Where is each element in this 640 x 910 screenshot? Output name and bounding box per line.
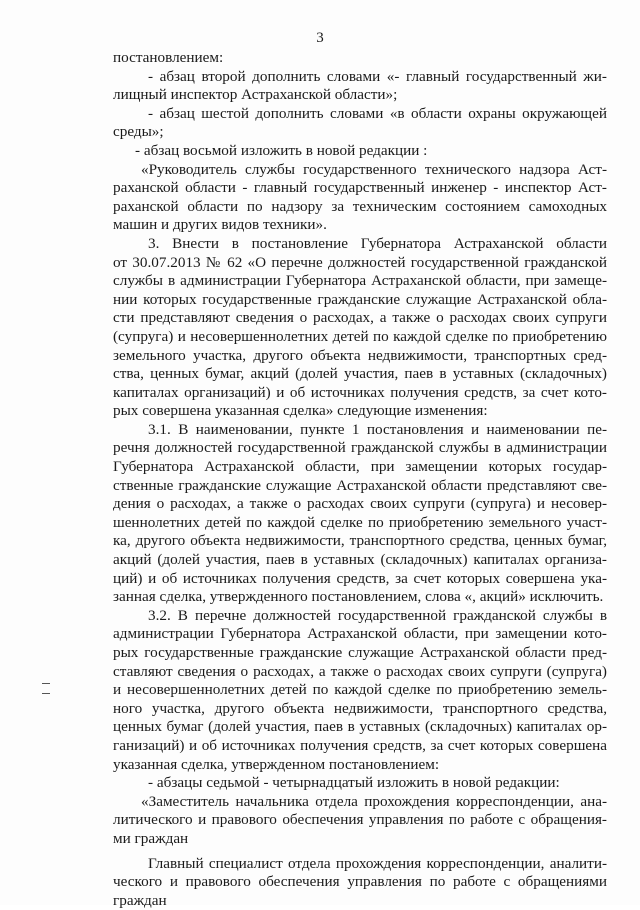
paragraph <box>113 774 607 793</box>
text-line: Губернатора Астраханской области, при замещении которых государ- <box>113 458 607 476</box>
text-line: акций (долей участия, паев в уставных (складочных) капиталах организа- <box>113 551 607 569</box>
text-line: занная сделка, утвержденного постановлением, слова «, акций» исключить. <box>113 588 604 606</box>
text-line: сти представляют сведения о расходах, а также о расходах своих супруги <box>113 309 607 327</box>
text-line: шеннолетних детей по каждой сделке по приобретению земельного участ- <box>113 513 607 531</box>
text-line: и несовершеннолетних детей по каждой сделке по приобретению земель- <box>113 681 607 699</box>
text-line: дения о расходах, а также о расходах своих супруги (супруга) и несовер- <box>113 495 607 513</box>
paragraph <box>113 49 607 68</box>
text-line: администрации Губернатора Астраханской области, при замещении кото- <box>113 625 607 643</box>
text-line: ственные гражданские служащие Астраханской области представляют све- <box>113 476 607 494</box>
text-line: граждан <box>113 891 167 909</box>
text-line: Главный специалист отдела прохождения корреспонденции, аналити- <box>148 854 607 872</box>
text-line: - абзацы седьмой - четырнадцатый изложить в новой редакции: <box>148 774 560 792</box>
text-line: речня должностей государственной гражданской службы в администрации <box>113 439 607 457</box>
text-line: ства, ценных бумаг, акций (долей участия, паев в уставных (складочных) <box>113 365 607 383</box>
text-line: ценных бумаг (долей участия, паев в уставных (складочных) капиталах ор- <box>113 718 607 736</box>
text-line: машин и других видов техники». <box>113 216 327 234</box>
text-line: 3. Внести в постановление Губернатора Астраханской области <box>148 234 607 252</box>
text-line: ного участка, другого объекта недвижимости, транспортного средства, <box>113 699 607 717</box>
text-line: ми граждан <box>113 829 189 847</box>
text-line: литического и правового обеспечения управления по работе с обращения- <box>113 811 607 829</box>
margin-mark <box>42 693 50 694</box>
text-line: - абзац восьмой изложить в новой редакции : <box>135 141 428 159</box>
paragraph <box>113 793 607 849</box>
paragraph <box>113 105 607 142</box>
text-line: - абзац второй дополнить словами «- главный государственный жи- <box>148 67 607 85</box>
document-body <box>113 49 607 910</box>
text-line: лищный инспектор Астраханской области»; <box>113 86 398 104</box>
text-line: среды»; <box>113 123 164 141</box>
text-line: капиталах организаций) и об источниках получения средств, за счет кото- <box>113 383 607 401</box>
text-line: ка, другого объекта недвижимости, транспортного средства, ценных бумаг, <box>113 532 607 550</box>
text-line: ций) и об источниках получения средств, за счет которых совершена ука- <box>113 569 607 587</box>
text-line: раханской области - главный государственный инженер - инспектор Аст- <box>113 179 607 197</box>
text-line: (супруга) и несовершеннолетних детей по каждой сделке по приобретению <box>113 327 607 345</box>
text-line: 3.2. В перечне должностей государственной гражданской службы в <box>148 606 607 624</box>
paragraph <box>113 235 607 421</box>
paragraph <box>113 68 607 105</box>
paragraph <box>113 607 607 774</box>
paragraph <box>113 161 607 235</box>
text-line: рых государственные гражданские служащие Астраханской области пред- <box>113 644 607 661</box>
text-line: - абзац шестой дополнить словами «в области охраны окружающей <box>148 104 607 122</box>
text-line: рых совершена указанная сделка» следующие изменения: <box>113 402 488 420</box>
page-number: 3 <box>316 30 324 46</box>
text-line: «Руководитель службы государственного технического надзора Аст- <box>141 160 607 178</box>
text-line: земельного участка, другого объекта недвижимости, транспортных сред- <box>113 346 607 364</box>
paragraph <box>113 142 607 161</box>
text-line: «Заместитель начальника отдела прохождения корреспонденции, ана- <box>141 792 607 810</box>
text-line: нии которых государственные гражданские служащие Астраханской обла- <box>113 290 607 308</box>
paragraph <box>113 855 607 910</box>
margin-mark <box>42 683 50 684</box>
text-line: от 30.07.2013 № 62 «О перечне должностей государственной гражданской <box>113 253 607 271</box>
text-line: службы в администрации Губернатора Астраханской области, при замеще- <box>113 272 607 290</box>
text-line: указанная сделка, утвержденном постановлением: <box>113 755 440 773</box>
text-line: ганизаций) и об источниках получения средств, за счет которых совершена <box>113 736 607 754</box>
text-line: ческого и правового обеспечения управления по работе с обращениями <box>113 873 607 891</box>
paragraph <box>113 421 607 607</box>
text-line: ставляют сведения о расходах, а также о расходах своих супруги (супруга) <box>113 662 607 680</box>
text-line: 3.1. В наименовании, пункте 1 постановления и наименовании пе- <box>148 420 607 438</box>
text-line: раханской области по надзору за техническим состоянием самоходных <box>113 197 607 215</box>
text-line: постановлением: <box>113 49 224 66</box>
